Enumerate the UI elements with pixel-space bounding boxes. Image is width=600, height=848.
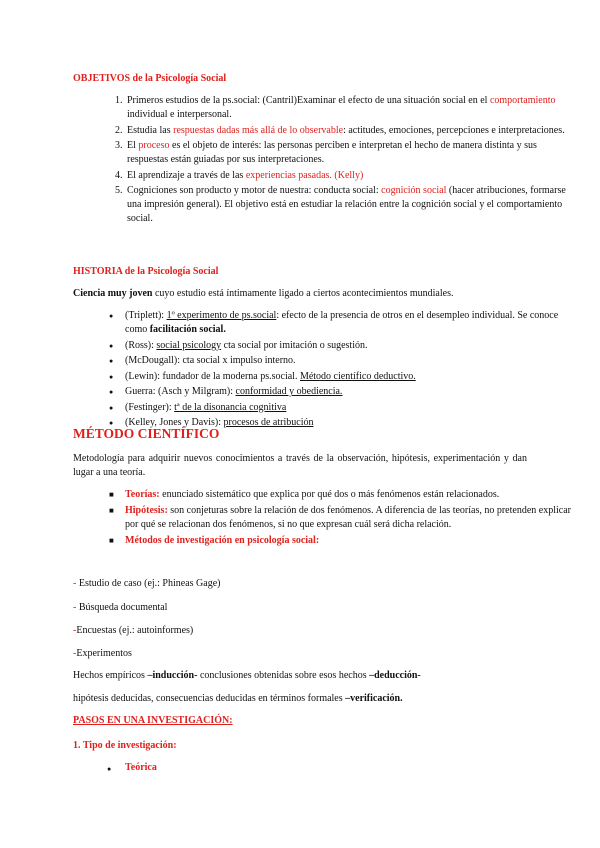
list-item [125, 488, 580, 502]
item-underlined: Método científico deductivo. [299, 370, 416, 382]
list-item [125, 184, 580, 226]
item-text: Estudia las [127, 124, 174, 136]
list-item [125, 309, 580, 337]
item-highlight: proceso [138, 140, 170, 151]
list-item [125, 354, 580, 368]
hechos-line [73, 669, 421, 683]
item-text: : actitudes, emociones, percepciones e interpretaciones. [343, 124, 565, 136]
method-line [73, 601, 167, 615]
line-bold: –verificación. [345, 693, 403, 704]
item-text: son conjeturas sobre la relación de dos fenómenos. A diferencia de las teorías, no pretenden explicar por qué se relacionan dos fenómenos, si no que expresan cuál será dicha relación. [125, 505, 571, 530]
line-text: conclusiones obtenidas sobre esos hechos [197, 670, 370, 681]
item-highlight: comportamiento [489, 95, 556, 106]
item-underlined: social psicology [156, 339, 222, 351]
historia-heading: HISTORIA de la Psicología Social [73, 266, 219, 277]
line-text: Hechos empíricos [73, 670, 148, 681]
method-text: Encuestas (ej.: autoinformes) [76, 625, 194, 636]
method-text: Experimentos [76, 648, 132, 659]
pasos-subheading: 1. Tipo de investigación: [73, 740, 177, 751]
item-label: Teorías: [125, 489, 160, 500]
list-item [125, 504, 580, 532]
item-label: Métodos de investigación en psicología social: [125, 535, 320, 546]
method-line [73, 577, 220, 591]
line-bold: –inducción- [147, 670, 198, 681]
intro-text: cuyo estudio está íntimamente ligado a ciertos acontecimientos mundiales. [152, 288, 454, 299]
list-item [125, 169, 580, 183]
item-text: Guerra: (Asch y Milgram): [125, 386, 236, 397]
list-item [125, 370, 580, 384]
list-item [125, 124, 580, 138]
item-text: cta social por imitación o sugestión. [221, 339, 368, 351]
item-label: Hipótesis: [125, 505, 168, 516]
historia-list [73, 309, 580, 432]
method-dash: - [73, 602, 79, 613]
objetivos-list [73, 94, 580, 228]
item-text: individual e interpersonal. [127, 109, 232, 120]
list-item [125, 385, 580, 399]
item-highlight: cognición social [381, 185, 447, 196]
historia-intro [73, 287, 527, 301]
item-text: (Ross): [125, 339, 157, 351]
method-dash: - [73, 625, 77, 636]
line-text: hipótesis deducidas, consecuencias deducidas en términos formales [73, 693, 346, 704]
list-item [125, 139, 580, 167]
item-highlight: experiencias pasadas. (Kelly) [245, 169, 364, 181]
pasos-heading: PASOS EN UNA INVESTIGACIÓN: [73, 715, 233, 726]
pasos-bullet-text: Teórica [125, 762, 157, 773]
item-underlined: tª de la disonancia cognitiva [174, 401, 287, 413]
item-text: enunciado sistemático que explica por qué dos o más fenómenos están relacionados. [159, 489, 500, 500]
method-line [73, 624, 193, 638]
objetivos-heading: OBJETIVOS de la Psicología Social [73, 73, 227, 84]
list-item [125, 534, 580, 548]
item-text: (Kelley, Jones y Davis): [125, 417, 224, 428]
intro-bold: Ciencia muy joven [73, 288, 153, 299]
item-text: (McDougall): cta social x impulso interno. [125, 355, 296, 366]
item-text: Cogniciones son producto y motor de nuestra: conducta social: [127, 185, 382, 196]
method-text: Búsqueda documental [78, 602, 168, 613]
item-bold: facilitación social. [149, 324, 226, 335]
item-highlight: respuestas dadas más allá de lo observable [173, 124, 344, 136]
metodo-list [73, 488, 580, 550]
method-text: Estudio de caso (ej.: Phineas Gage) [78, 578, 221, 589]
item-text: (Triplett): [125, 310, 167, 321]
metodo-intro: Metodología para adquirir nuevos conocimientos a través de la observación, hipótesis, experimentación y dan lugar a una teoría. [73, 453, 527, 478]
bullet-icon: ● [107, 765, 112, 773]
item-text: : efecto de la presencia de otros en el desempleo individual. Se conoce como [125, 310, 559, 335]
list-item [125, 339, 580, 353]
item-underlined: procesos de atribución [223, 417, 314, 428]
item-text: (hacer atribuciones, formarse una impresión general). El objetivo está en estudiar la relación entre la cognición social y el comportamiento social. [127, 185, 566, 224]
method-dash: - [73, 578, 79, 589]
item-text: es el objeto de interés: las personas perciben e interpretan el hecho de manera distinta y sus respuestas están guiadas por sus interpretaciones. [127, 140, 537, 165]
hipotesis-line [73, 692, 403, 706]
metodo-heading: MÉTODO CIENTÍFICO [73, 426, 220, 441]
item-text: El aprendizaje a través de las [127, 169, 246, 181]
item-text: (Festinger): [125, 401, 175, 413]
item-underlined: 1º experimento de ps.social [166, 310, 277, 321]
method-dash: - [73, 648, 77, 659]
method-line [73, 647, 132, 661]
item-underlined: conformidad y obediencia. [235, 386, 343, 397]
list-item [125, 401, 580, 415]
list-item [125, 94, 580, 122]
item-text: El [127, 140, 139, 151]
item-text: (Lewin): fundador de la moderna ps.social. [125, 370, 300, 382]
line-bold: –deducción- [369, 670, 421, 681]
item-text: Primeros estudios de la ps.social: (Cantril)Examinar el efecto de una situación social en el [127, 95, 490, 106]
